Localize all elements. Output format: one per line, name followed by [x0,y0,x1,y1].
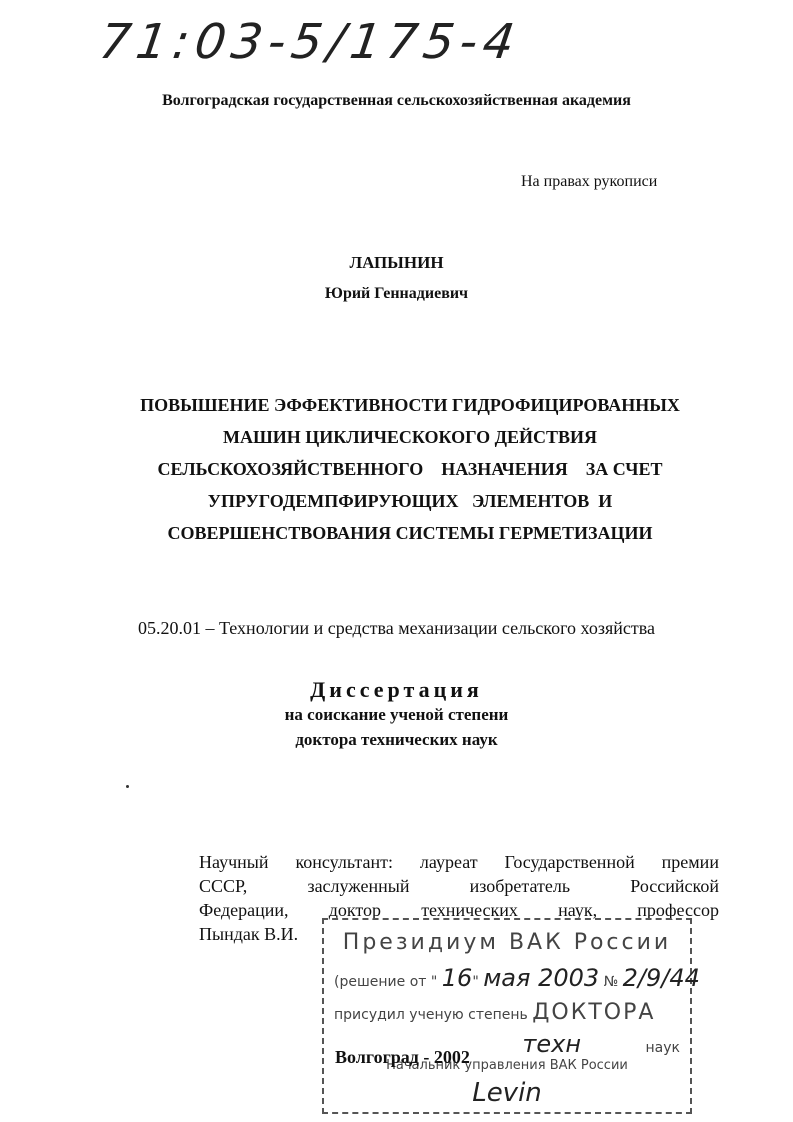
specialty-code: 05.20.01 – Технологии и средства механизации сельского хозяйства [138,618,655,638]
manuscript-rights-note: На правах рукописи [521,173,658,190]
advisor-word: технических [421,900,518,920]
degree-type-line: доктора технических наук [295,730,498,749]
stamp-awarded-label: присудил ученую степень [334,1007,528,1023]
advisor-word: Федерации, [199,900,289,920]
stamp-signature: Levin [472,1078,542,1108]
advisor-word: премии [661,852,719,872]
dissertation-heading: Диссертация [310,677,483,702]
speck-mark [126,785,129,788]
advisor-word: профессор [637,900,719,920]
advisor-word: наук, [558,900,598,920]
vak-approval-stamp [322,918,700,1114]
dissertation-title [120,389,700,549]
title-line: СОВЕРШЕНСТВОВАНИЯ СИСТЕМЫ ГЕРМЕТИЗАЦИИ [167,523,653,543]
advisor-word: заслуженный [307,876,410,896]
stamp-day: 16 [441,964,473,992]
stamp-awarded-line [334,1000,680,1025]
stamp-chief-label: Начальник управления ВАК России [386,1058,628,1073]
city-year: Волгоград - 2002 [335,1047,470,1067]
advisor-word: изобретатель [469,876,571,896]
author-given-names: Юрий Геннадиевич [324,285,469,302]
advisor-word: Российской [630,876,719,896]
stamp-number-prefix: № [603,974,619,990]
stamp-decision-line: (решение от " 16" мая 2003 № 2/9/44 [334,964,700,992]
title-line: УПРУГОДЕМПФИРУЮЩИХ ЭЛЕМЕНТОВ И [207,491,613,511]
stamp-month: мая 2003 [483,964,600,992]
stamp-header: Президиум ВАК России [342,930,672,955]
title-line: ПОВЫШЕНИЕ ЭФФЕКТИВНОСТИ ГИДРОФИЦИРОВАННЫХ [140,395,680,415]
advisor-word: доктор [328,900,381,920]
archive-code-handwritten: 71:03-5/175-4 [96,14,524,70]
title-line: МАШИН ЦИКЛИЧЕСКОКОГО ДЕЙСТВИЯ [222,427,598,447]
academy-name: Волгоградская государственная сельскохозяйственная академия [162,92,631,109]
advisor-word: СССР, [199,876,248,896]
advisor-word: Пындак В.И. [199,924,299,944]
advisor-word: Государственной [504,852,635,872]
advisor-word: консультант: [295,852,393,872]
advisor-line [199,874,719,898]
stamp-decision-label: (решение от " [334,974,438,990]
stamp-degree: ДОКТОРА [532,1000,656,1025]
advisor-word: Научный [199,852,269,872]
advisor-word: лауреат [419,852,478,872]
stamp-number: 2/9/44 [622,964,700,992]
author-surname: ЛАПЫНИН [349,253,444,272]
advisor-line [199,850,719,874]
degree-line: на соискание ученой степени [284,705,509,724]
stamp-sciences-label: наук [645,1040,680,1056]
title-line: СЕЛЬСКОХОЗЯЙСТВЕННОГО НАЗНАЧЕНИЯ ЗА СЧЕТ [157,459,663,479]
stamp-field: техн [522,1030,582,1058]
